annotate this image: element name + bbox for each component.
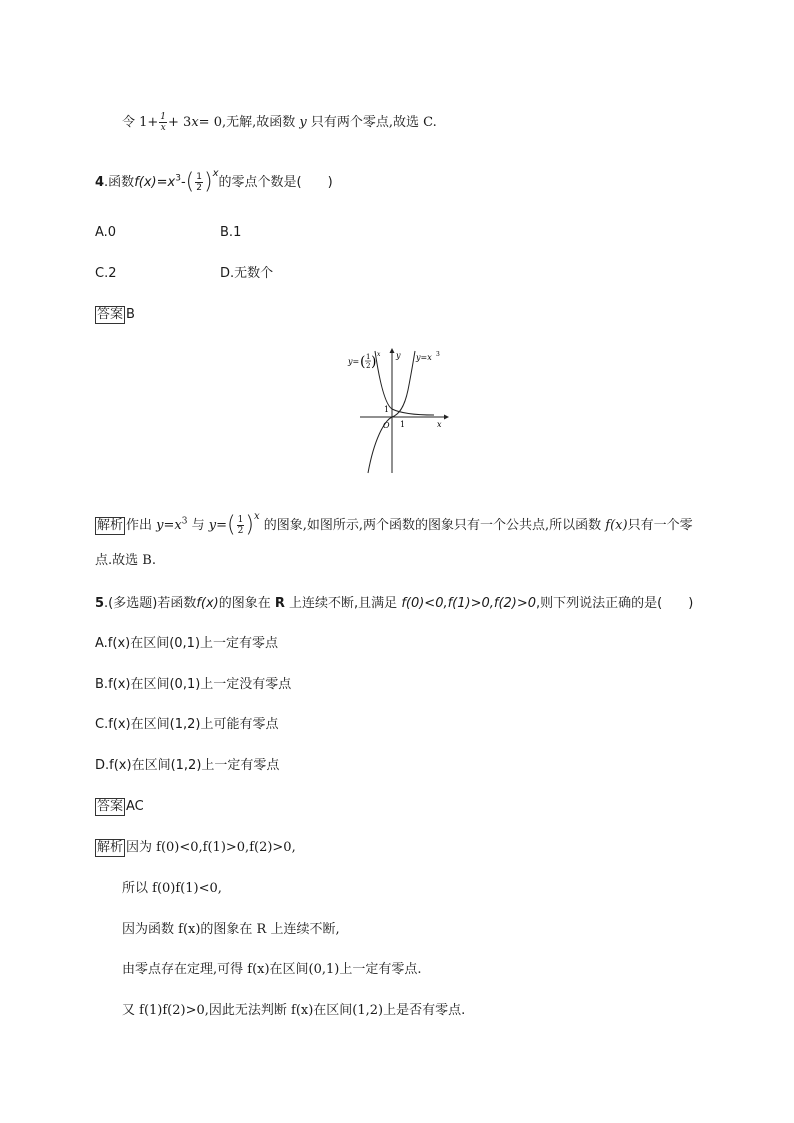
option-label: B.	[95, 677, 109, 692]
option-b	[95, 675, 291, 695]
var-x: x	[174, 518, 182, 533]
analysis-line-q4-cont	[95, 551, 156, 571]
frac-den: 2	[237, 526, 244, 536]
answer-tag: 答案	[97, 307, 124, 322]
var-x: x	[191, 115, 199, 130]
text: 作出	[126, 518, 157, 533]
analysis-line-q5-3	[122, 920, 340, 940]
option-d	[220, 264, 273, 284]
text: =	[216, 518, 228, 533]
answer-value: B	[126, 307, 135, 322]
text: =	[163, 518, 175, 533]
label-left: y=	[348, 357, 360, 366]
option-label: C.	[95, 717, 109, 732]
text: 只有一个零	[627, 518, 693, 533]
frac-num: 1	[196, 172, 202, 182]
text: .(多选题)若函数	[104, 596, 197, 611]
var-y: y	[156, 518, 164, 533]
option-c	[95, 264, 117, 284]
label-left-rparen: )	[371, 354, 377, 370]
text: 只有两个零点,故选 C.	[306, 115, 437, 130]
text: .函数	[104, 175, 135, 190]
question-4-stem	[95, 168, 333, 195]
answer-line-q5	[95, 797, 144, 817]
text: + 3	[168, 115, 192, 130]
analysis-tag: 解析	[97, 840, 124, 855]
paren: (	[185, 169, 195, 195]
frac-num: 1	[237, 515, 244, 525]
text: 令 1+	[122, 115, 159, 130]
label-one-x: 1	[400, 420, 406, 429]
option-label: C.	[95, 266, 109, 281]
answer-line-q4	[95, 305, 135, 325]
text: -	[180, 175, 186, 190]
option-label: D.	[95, 758, 110, 773]
analysis-line-q4: 解析 作出 $y=x^3$ 与 y=( $\frac{1}{2}$ )$^x$ 的图象,如图所示,两个函数的图象只有一个公共点,所以函数 f(x)只有一个零	[97, 511, 693, 538]
var-x: (x)	[138, 175, 157, 190]
option-text: f(x)在区间(1,2)上可能有零点	[108, 717, 279, 732]
text: 与	[187, 518, 209, 533]
option-c	[95, 715, 278, 735]
label-left-exp: x	[377, 351, 381, 358]
analysis-line-q5-5	[122, 1001, 465, 1021]
analysis-line-q5-2	[122, 879, 222, 899]
label-origin: O	[383, 421, 390, 430]
option-a	[95, 634, 278, 654]
analysis-tag: 解析	[97, 518, 124, 533]
condition: f(0)<0,f(1)>0,f(2)>0	[401, 596, 537, 611]
label-right-exp: 3	[436, 351, 440, 358]
exponent: x	[212, 168, 219, 179]
var-f: f	[196, 596, 201, 611]
option-text: 0	[107, 225, 117, 240]
analysis-text: 因为 f(0)<0,f(1)>0,f(2)>0,	[126, 840, 296, 855]
paren: )	[203, 169, 213, 195]
text: 的图象,如图所示,两个函数的图象只有一个公共点,所以函数	[259, 518, 606, 533]
text: 上连续不断,且满足	[284, 596, 402, 611]
option-label: A.	[95, 636, 108, 651]
exponent: 3	[175, 173, 181, 184]
option-text: 无数个	[234, 266, 274, 281]
var-f: f	[134, 175, 139, 190]
function-graph	[340, 345, 455, 477]
exponent: 3	[181, 516, 188, 527]
question-number: 5	[95, 596, 105, 611]
label-one-y: 1	[384, 405, 390, 414]
option-label: B.	[220, 225, 234, 240]
frac-num: 1	[160, 112, 167, 122]
text: = 0,无解,故函数	[198, 115, 300, 130]
analysis-text: 因为函数 f(x)的图象在 R 上连续不断,	[122, 922, 340, 937]
fraction	[237, 515, 245, 536]
var-y: y	[299, 115, 307, 130]
analysis-line-q5-4	[122, 960, 422, 980]
prev-solution-line	[122, 112, 437, 133]
option-b	[220, 223, 241, 243]
answer-tag: 答案	[97, 799, 124, 814]
option-d	[95, 756, 279, 776]
y-axis-arrow	[390, 348, 395, 353]
label-left-frac-den: 2	[366, 362, 371, 370]
text: ,则下列说法正确的是( )	[536, 596, 694, 611]
label-x-axis: x	[437, 420, 442, 429]
var-y: y	[208, 518, 217, 533]
exponent: x	[253, 511, 260, 522]
var-x: x	[167, 175, 176, 190]
fraction	[195, 172, 203, 193]
frac-den: 2	[196, 183, 202, 193]
frac-den: x	[160, 123, 166, 133]
label-left-lparen: (	[360, 354, 366, 370]
question-5-stem	[95, 594, 693, 614]
option-a	[95, 223, 116, 243]
option-label: A.	[95, 225, 108, 240]
label-y-axis: y	[396, 351, 401, 360]
analysis-text: 由零点存在定理,可得 f(x)在区间(0,1)上一定有零点.	[122, 962, 422, 977]
option-text: f(x)在区间(1,2)上一定有零点	[109, 758, 280, 773]
fraction	[159, 112, 167, 133]
x-axis-arrow	[444, 415, 449, 420]
analysis-text: 所以 f(0)f(1)<0,	[122, 881, 222, 896]
var-f: f	[605, 518, 611, 533]
option-text: 1	[233, 225, 242, 240]
label-right: y=x	[416, 353, 432, 362]
text: 点.故选 B.	[95, 553, 156, 568]
question-number: 4	[95, 175, 105, 190]
analysis-text: 又 f(1)f(2)>0,因此无法判断 f(x)在区间(1,2)上是否有零点.	[122, 1003, 466, 1018]
option-text: f(x)在区间(0,1)上一定没有零点	[108, 677, 292, 692]
label-left-frac-num: 1	[366, 353, 371, 361]
var-x: (x)	[200, 596, 219, 611]
option-text: f(x)在区间(0,1)上一定有零点	[107, 636, 279, 651]
set-r: R	[274, 596, 285, 611]
answer-value: AC	[126, 799, 144, 814]
option-text: 2	[108, 266, 117, 281]
var-x: (x)	[610, 518, 628, 533]
text: 的零点个数是( )	[218, 175, 333, 190]
text: =	[156, 175, 168, 190]
text: 的图象在	[218, 596, 275, 611]
option-label: D.	[220, 266, 235, 281]
analysis-line-q5-1	[95, 838, 296, 858]
